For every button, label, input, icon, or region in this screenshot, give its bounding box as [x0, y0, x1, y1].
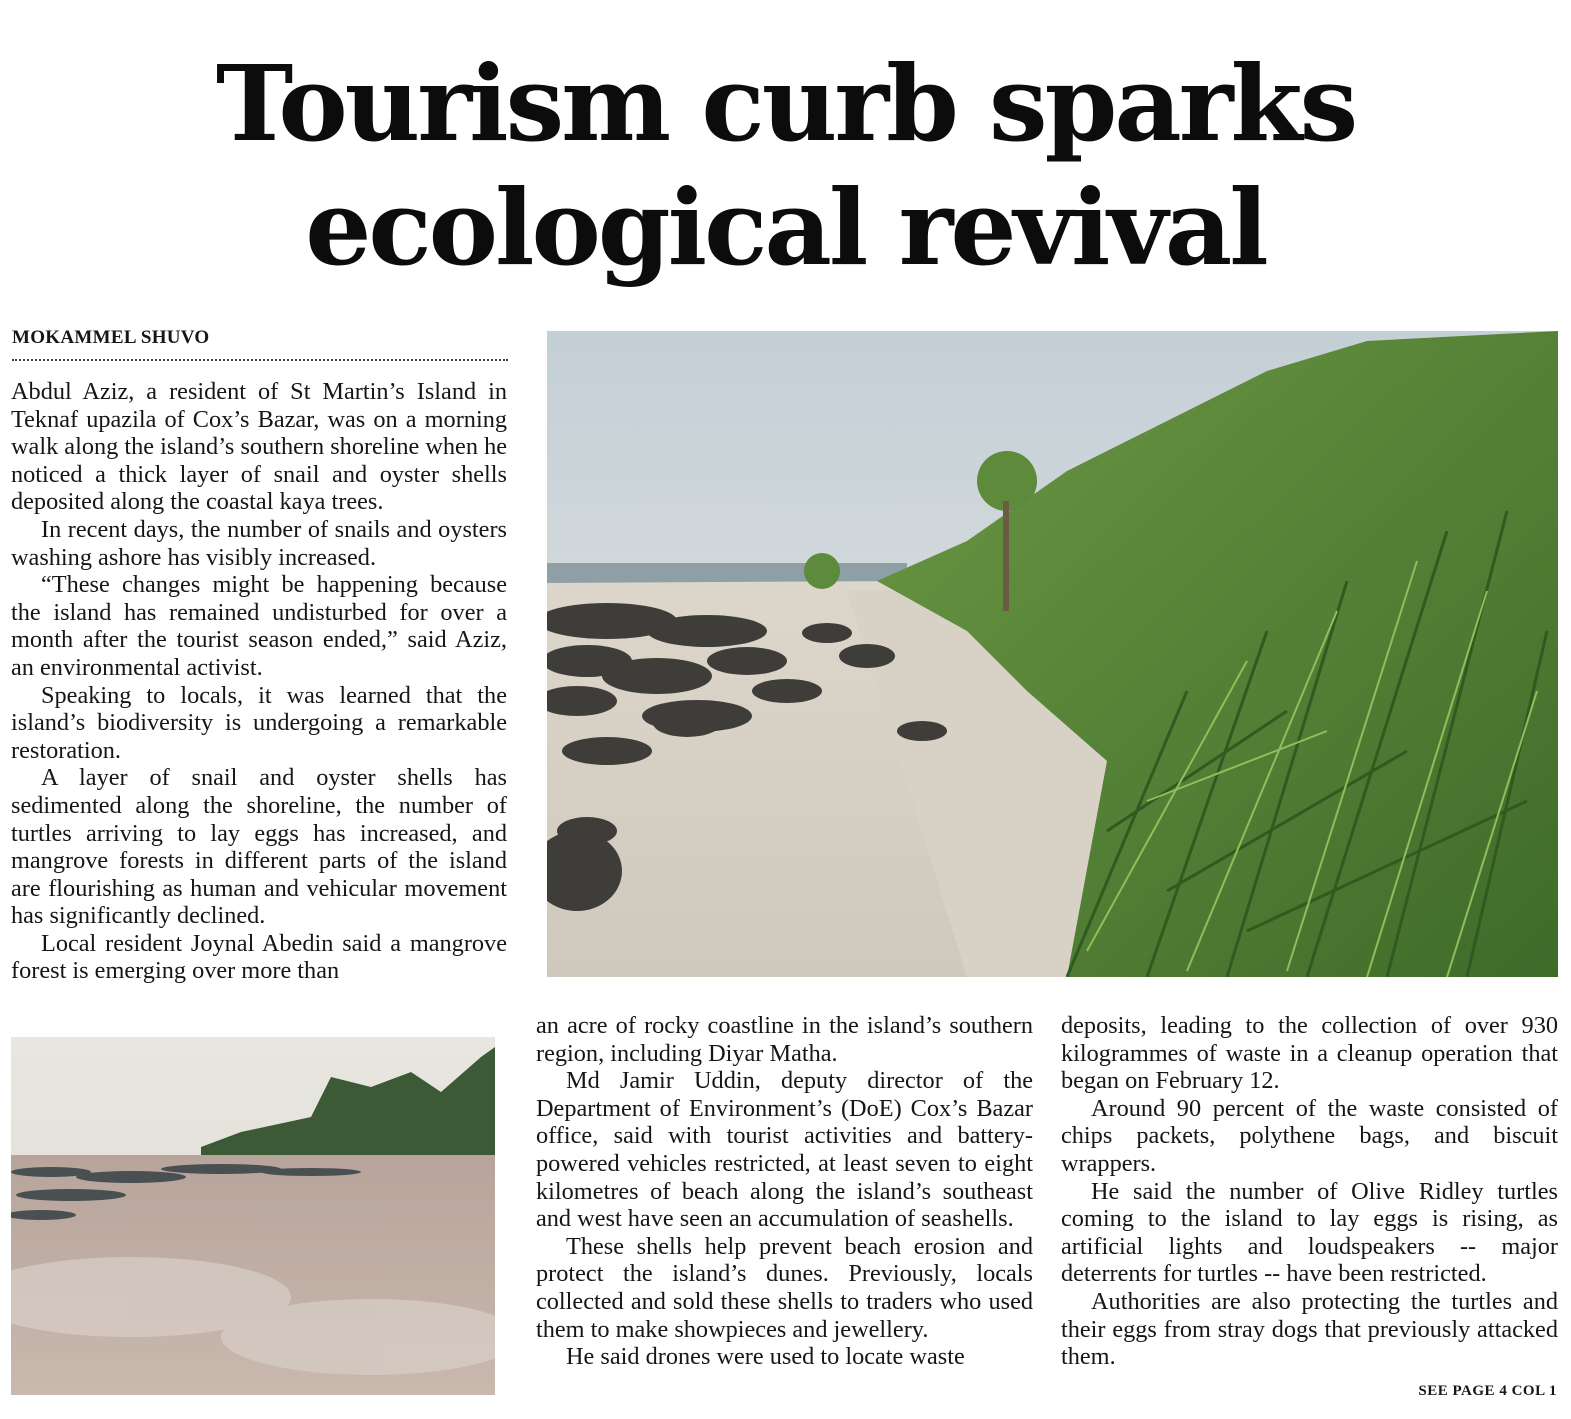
headline-line-1: Tourism curb sparks [215, 42, 1356, 165]
paragraph: Md Jamir Uddin, deputy director of the Department of Environment’s (DoE) Cox’s Bazar office, said with tourist activities and battery-powered vehicles restricted, at least seven to eight kilometres of beach along the island’s southeast and west have seen an accumulation of seashells. [536, 1067, 1033, 1233]
paragraph: an acre of rocky coastline in the island’s southern region, including Diyar Matha. [536, 1012, 1033, 1067]
article-column-1 [11, 378, 507, 985]
headline [0, 42, 1571, 290]
paragraph: He said drones were used to locate waste [566, 1343, 965, 1371]
byline: MOKAMMEL SHUVO [12, 327, 508, 361]
paragraph: Speaking to locals, it was learned that the island’s biodiversity is undergoing a remarkable restoration. [11, 681, 507, 764]
paragraph: Abdul Aziz, a resident of St Martin’s Island in Teknaf upazila of Cox’s Bazar, was on a morning walk along the island’s southern shoreline when he noticed a thick layer of snail and oyster shells deposited along the coastal kaya trees. [11, 378, 507, 516]
paragraph: These shells help prevent beach erosion and protect the island’s dunes. Previously, locals collected and sold these shells to traders who used them to make showpieces and jewellery. [536, 1232, 1033, 1343]
paragraph: Authorities are also protecting the turtles and their eggs from stray dogs that previously attacked them. [1061, 1287, 1558, 1371]
paragraph: In recent days, the number of snails and oysters washing ashore has visibly increased. [11, 515, 507, 571]
paragraph: Local resident Joynal Abedin said a mangrove forest is emerging over more than [11, 929, 507, 985]
paragraph: deposits, leading to the collection of over 930 kilogrammes of waste in a cleanup operation that began on February 12. [1061, 1012, 1558, 1095]
headline-line-2: ecological revival [305, 166, 1266, 289]
shoreline-photo [11, 1037, 495, 1395]
paragraph: “These changes might be happening because the island has remained undisturbed for over a month after the tourist season ended,” said Aziz, an environmental activist. [11, 571, 507, 681]
article-column-2 [536, 1012, 1033, 1371]
article-column-3 [1061, 1012, 1558, 1371]
continuation-note: SEE PAGE 4 COL 1 [1418, 1383, 1557, 1399]
beach-photo [547, 331, 1558, 977]
paragraph: He said the number of Olive Ridley turtles coming to the island to lay eggs is rising, as artificial lights and loudspeakers -- major deterrents for turtles -- have been restricted. [1061, 1177, 1558, 1288]
paragraph: A layer of snail and oyster shells has sedimented along the shoreline, the number of turtles arriving to lay eggs has increased, and mangrove forests in different parts of the island are flourishing as human and vehicular movement has significantly declined. [11, 764, 507, 930]
paragraph: Around 90 percent of the waste consisted of chips packets, polythene bags, and biscuit wrappers. [1061, 1094, 1558, 1177]
